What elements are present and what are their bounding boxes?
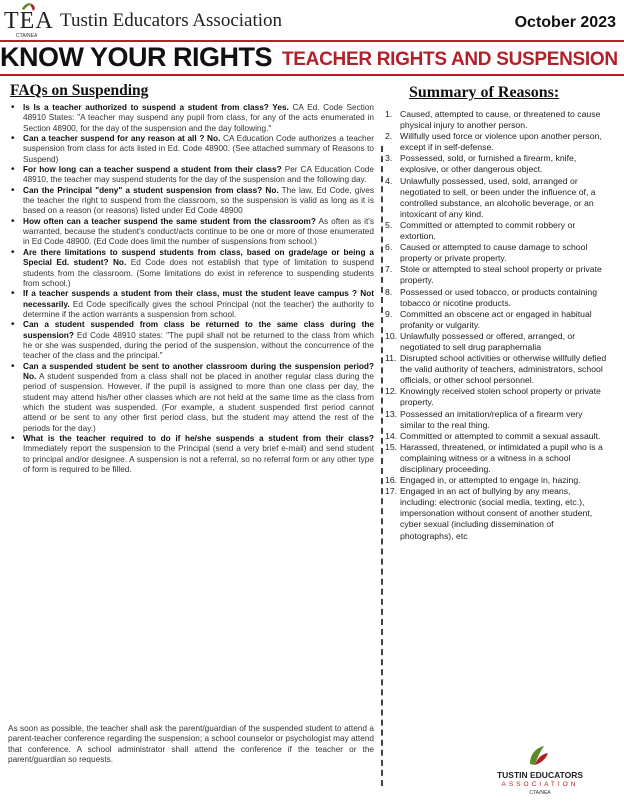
faq-item [8,434,374,475]
reason-text: Committed an obscene act or engaged in habitual profanity or vulgarity. [400,308,592,330]
faq-question: Can the Principal "deny" a student suspension from class? No. [23,185,279,195]
faq-question: For how long can a teacher suspend a student from their class? [23,165,282,175]
faq-question: What is the teacher required to do if he/she suspends a student from their class? [23,434,374,443]
faq-answer: A student suspended from a class shall not be placed in another regular class during the period of suspension. However, if the pupil is assigned to more than one class per day, the student may attend his/her other classes which are not held at the same time as the class from which the student was suspended. (For example, a student suspended first period cannot attend or be sent to any other first period class, but the student may attend the rest of the periods for the day.) [23,371,374,433]
faq-item [8,217,374,248]
reason-item: 13. Possessed an imitation/replica of a firearm very similar to the real thing. [385,408,583,430]
reason-item: 7. Stole or attempted to steal school property or private property. [385,264,602,286]
faq-question: If a teacher suspends a student from their class, must the student leave campus ? Not necessarily. [23,289,374,309]
reason-item: 12. Knowingly received stolen school property or private property. [385,386,601,408]
faq-item [8,289,374,320]
reason-text: Possessed an imitation/replica of a firearm very similar to the real thing. [400,408,583,430]
reason-text: Possessed, sold, or furnished a firearm, knife, explosive, or other dangerous object. [400,153,577,175]
faq-question: Are there limitations to suspend students from class, based on grade/age or being a Special Ed. student? No. [23,247,374,268]
reason-item: 6. Caused or attempted to cause damage to school property or private property. [385,242,588,264]
faq-question: Can a suspended student be sent to another classroom during the suspension period? No. [23,361,374,381]
reason-text: Engaged in, or attempted to engage in, hazing. [400,475,581,486]
reason-item: 15. Harassed, threatened, or intimidated a pupil who is a complaining witness or a witness in a school disciplinary proceeding. [385,441,603,474]
logo-text: TEA [4,8,54,34]
faq-answer: Ed Code specifically gives the school Principal (not the teacher) the authority to determine if the action warrants a suspension from school. [23,299,374,319]
issue-date: October 2023 [514,14,616,31]
tea-logo [2,2,60,38]
bottom-rule [0,74,624,76]
faq-item [8,103,374,134]
reason-item: 3. Possessed, sold, or furnished a firearm, knife, explosive, or other dangerous object. [385,153,577,175]
reason-item: 5. Committed or attempted to commit robbery or extortion. [385,219,576,242]
footer-logo [478,744,608,804]
faq-heading: FAQs on Suspending [10,82,149,99]
reason-text: Possessed or used tobacco, or products containing tobacco or nicotine products. [400,286,598,308]
reason-text: Stole or attempted to steal school property or private property. [400,264,602,286]
reason-item: 10. Unlawfully possessed or offered, arranged, or negotiated to sell drug paraphernalia [385,330,576,352]
faq-item [8,362,374,434]
footer-org-assoc: ASSOCIATION [501,781,579,788]
reason-text: Committed or attempted to commit robbery or extortion. [400,219,576,242]
apple-leaf-icon [520,744,554,768]
reason-text: Disrupted school activities or otherwise willfully defied the valid authority of teachers, administrators, school officials, or other school personnel. [400,353,607,386]
faq-answer: CA Education Code authorizes a teacher suspension from class for acts listed in Ed. Code 48900. (See attached summary of Reasons to Suspend) [23,134,374,164]
reason-text: Engaged in an act of bullying by any means, including: electronic (social media, texting, etc.), impersonation without consent of another student, cyber sexual (including dissemination of photographs), etc [400,486,593,541]
reason-item: 11. Disrupted school activities or otherwise willfully defied the valid authority of teachers, administrators, school officials, or other school personnel. [385,353,607,386]
reasons-list [385,109,607,542]
reason-text: Unlawfully possessed or offered, arranged, or negotiated to sell drug paraphernalia [400,330,576,352]
reason-item: 14. Committed or attempted to commit a sexual assault. [385,430,601,441]
faq-item [8,186,374,217]
logo-subtext: CTA/NEA [16,33,38,39]
reason-item: 17. Engaged in an act of bullying by any means, including: electronic (social media, texting, etc.), impersonation without consent of another student, cyber sexual (including dissemination of photographs), etc [385,486,593,541]
faq-question: Can a student suspended from class be returned to the same class during the suspension? [23,320,374,340]
faq-question: Is Is a teacher authorized to suspend a student from class? Yes. [23,103,289,112]
column-divider [381,146,383,786]
faq-answer: Ed Code 48910 states: "The pupil shall not be returned to the class from which he or she was suspended, during the period of the suspension, without the concurrence of the teacher of the class and the principal." [23,330,374,361]
page-title: KNOW YOUR RIGHTS [0,42,273,72]
reason-text: Caused or attempted to cause damage to school property or private property. [400,242,588,264]
faq-item [8,134,374,165]
page-header [0,0,624,78]
faq-answer: As often as it's warranted, because the student's conduct/acts continue to be one or more of those enumerated in Ed Code 48900. (Ed Code does limit the number of suspensions from school.) [23,216,374,247]
summary-heading: Summary of Reasons: [409,84,560,101]
faq-question: Can a teacher suspend for any reason at all ? No. [23,134,221,144]
page-subtitle: TEACHER RIGHTS AND SUSPENSION [282,49,618,70]
reason-text: Committed or attempted to commit a sexual assault. [400,430,601,441]
footer-org-sub: CTA/NEA [529,790,551,796]
closing-paragraph: As soon as possible, the teacher shall ask the parent/guardian of the suspended student to attend a parent-teacher conference regarding the suspension; a school counselor or psychologist may attend that conference. A school administrator shall attend the conference if the teacher or the parent/guardian so requests. [8,724,374,765]
reason-item: 4. Unlawfully possessed, used, sold, arranged or negotiated to sell, or been under the influence of, a controlled substance, an alcoholic beverage, or an intoxicant of any kind. [385,175,596,219]
faq-answer: CA Ed. Code Section 48910 States: "A teacher may suspend any pupil from class, for any of the acts enumerated in Section 48900, for the day of the suspension and the day following." [23,103,374,133]
footer-org-name: TUSTIN EDUCATORS [496,770,584,780]
org-name: Tustin Educators Association [60,10,283,31]
faq-question: How often can a teacher suspend the same student from the classroom? [23,216,316,226]
faq-list [8,103,374,475]
reason-item: 2. Willfully used force or violence upon another person, except if in self-defense. [385,131,602,153]
reason-text: Caused, attempted to cause, or threatened to cause physical injury to another person. [400,109,601,131]
reason-item: 9. Committed an obscene act or engaged in habitual profanity or vulgarity. [385,308,592,330]
faq-item [8,248,374,289]
reason-item: 1. Caused, attempted to cause, or threatened to cause physical injury to another person. [385,109,601,131]
reason-text: Willfully used force or violence upon another person, except if in self-defense. [400,131,602,153]
reason-text: Unlawfully possessed, used, sold, arranged or negotiated to sell, or been under the influence of, a controlled substance, an alcoholic beverage, or an intoxicant of any kind. [400,175,596,219]
faq-item [8,320,374,361]
reason-text: Harassed, threatened, or intimidated a pupil who is a complaining witness or a witness in a school disciplinary proceeding. [400,441,603,474]
faq-answer: Per CA Education Code 48910, the teacher may suspend students for the day of the suspension and the following day. [23,165,374,185]
reason-item: 8. Possessed or used tobacco, or products containing tobacco or nicotine products. [385,286,598,308]
faq-answer: Immediately report the suspension to the Principal (send a very brief e-mail) and send student to principal and/or designee. A suspension is not a referral, so no referral form or any other type of form is required to be filled. [23,444,374,475]
faq-answer: The law, Ed Code, gives the teacher the right to suspend from the classroom, so the suspension is valid as long as it is based on a reason (or reasons) listed under Ed Code 48900 [23,185,374,216]
reason-item: 16. Engaged in, or attempted to engage in, hazing. [385,475,581,486]
faq-item [8,165,374,186]
faq-answer: Ed Code does not establish that type of limitation to suspend students from the classroom. (Some limitations do exist in reference to suspending students from school.) [23,258,374,288]
reason-text: Knowingly received stolen school property or private property. [400,386,601,408]
